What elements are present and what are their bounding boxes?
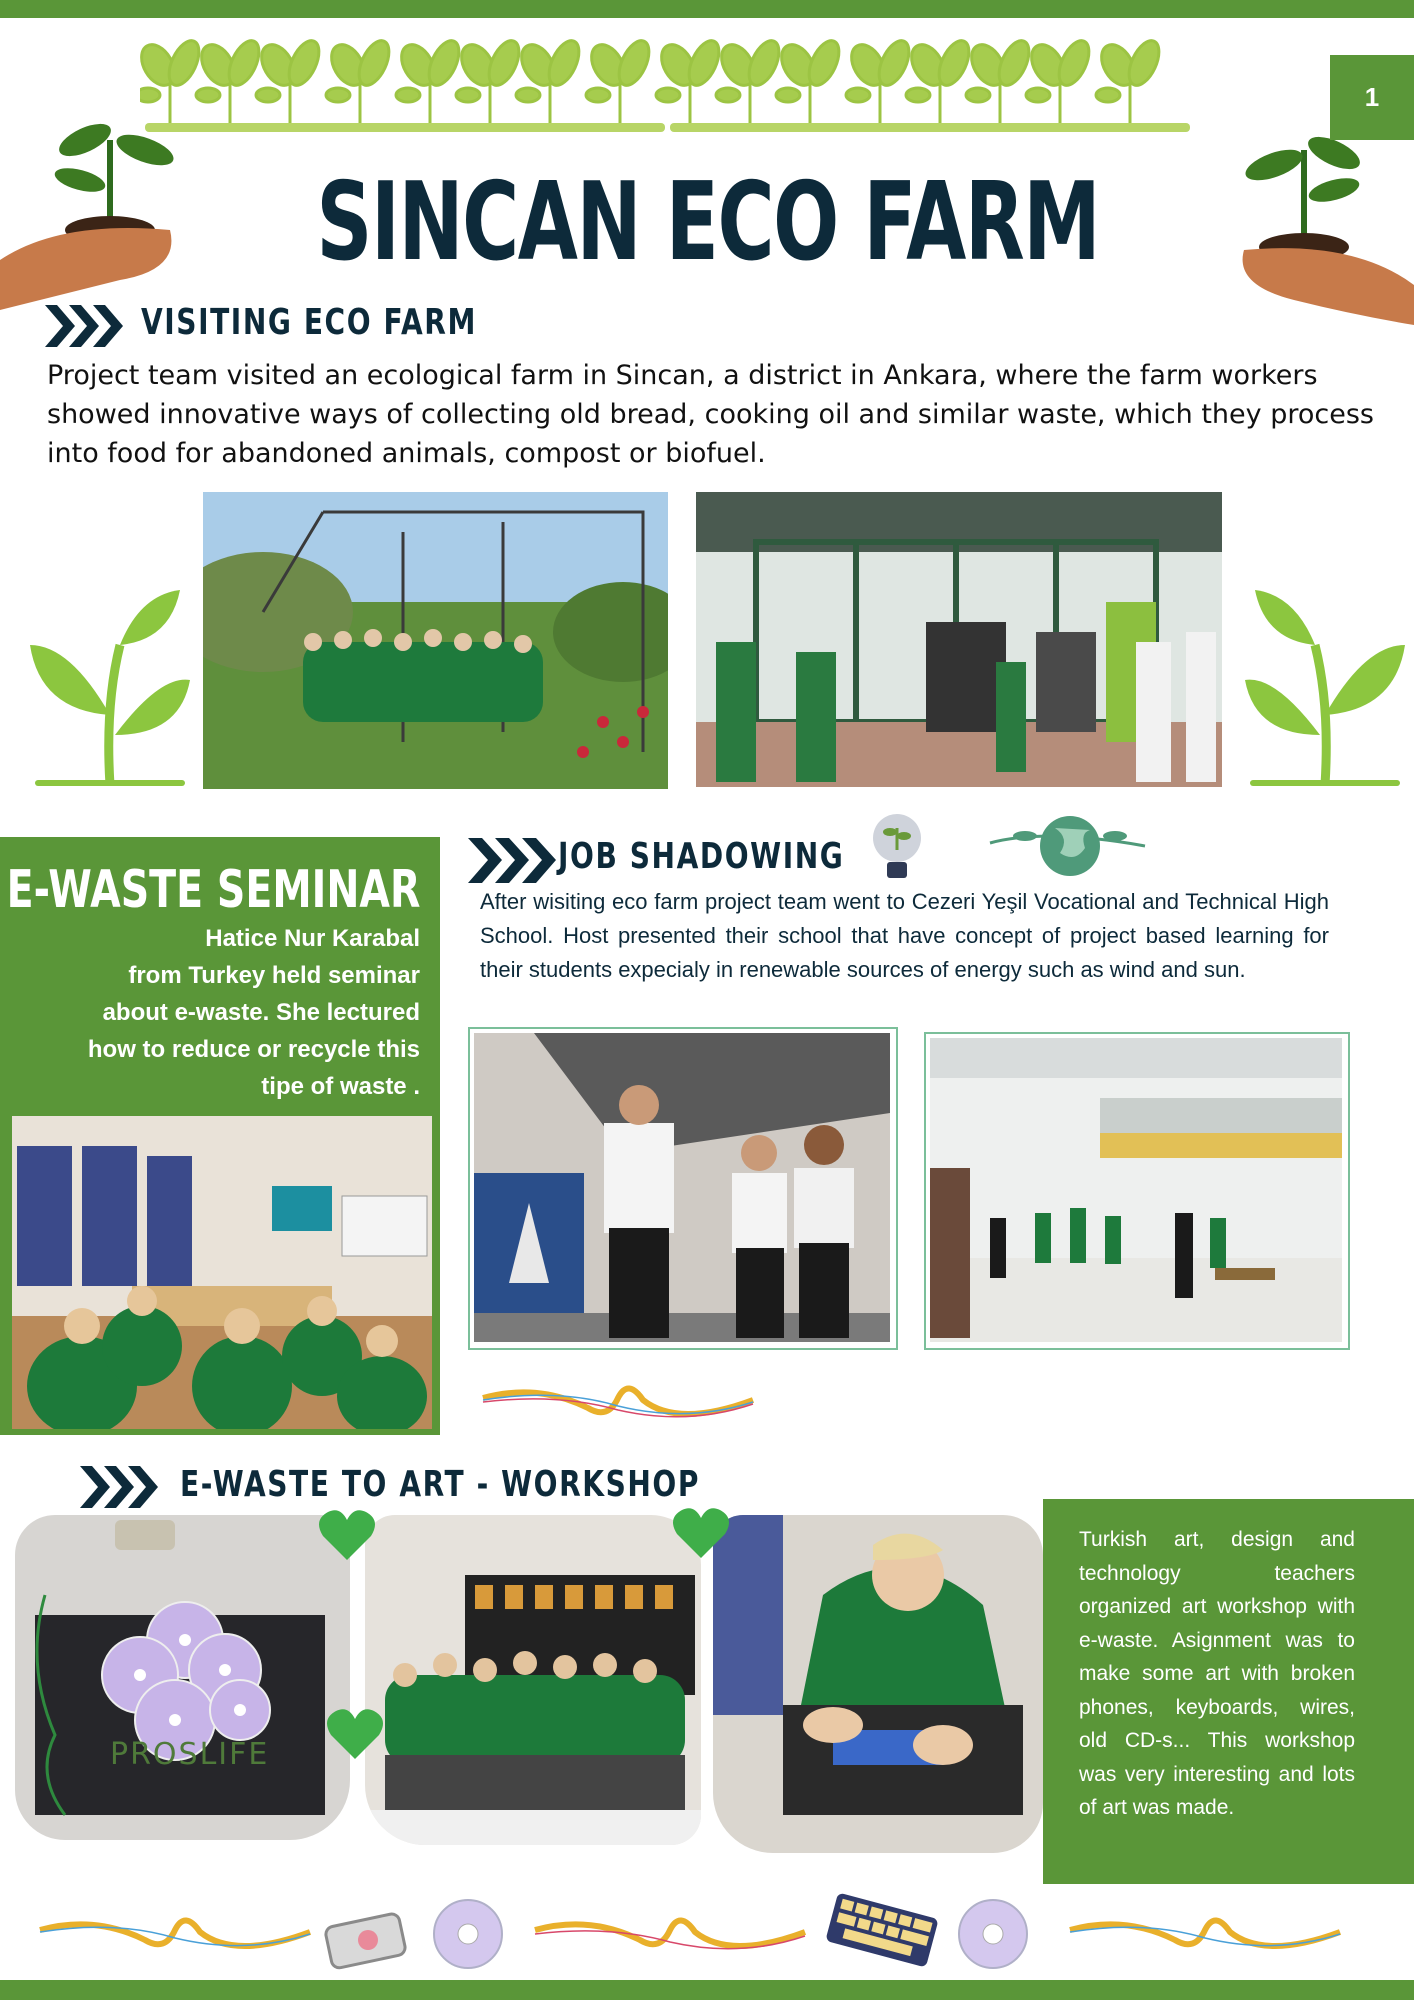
wire-icon bbox=[478, 1378, 758, 1433]
hand-plant-icon bbox=[1234, 125, 1414, 325]
chevrons-icon bbox=[80, 1466, 160, 1508]
chevrons-icon bbox=[45, 305, 125, 347]
seminar-line: Hatice Nur Karabal bbox=[205, 925, 420, 952]
wire-icon bbox=[1065, 1910, 1345, 1965]
sprout-icon bbox=[1245, 585, 1405, 795]
eco-farm-heading: VISITING ECO FARM bbox=[141, 302, 477, 343]
chevrons-icon bbox=[468, 838, 558, 883]
job-shadowing-photo-2 bbox=[924, 1032, 1350, 1350]
seminar-text bbox=[0, 920, 420, 1105]
page-title: SINCAN ECO FARM bbox=[316, 160, 1100, 285]
wire-icon bbox=[35, 1910, 315, 1965]
seminar-line: from Turkey held seminar bbox=[128, 962, 420, 989]
eco-farm-text: Project team visited an ecological farm in Sincan, a district in Ankara, where the farm workers showed innovative ways of collecting old bread, cooking oil and similar waste, which they process into food for abandoned animals, compost or biofuel. bbox=[47, 360, 1374, 469]
heart-icon bbox=[672, 1506, 730, 1560]
workshop-photo-cds bbox=[15, 1515, 350, 1840]
cd-icon bbox=[957, 1898, 1029, 1970]
hand-plant-icon bbox=[0, 110, 180, 310]
page-number: 1 bbox=[1330, 55, 1414, 140]
wire-icon bbox=[530, 1910, 810, 1965]
top-bar bbox=[0, 0, 1414, 18]
sprout-icon bbox=[30, 585, 190, 795]
seminar-line: how to reduce or recycle this bbox=[87, 1036, 420, 1063]
sprout-garland-icon bbox=[140, 35, 1200, 135]
job-shadowing-photo-1 bbox=[468, 1027, 898, 1350]
phone-icon bbox=[323, 1912, 408, 1970]
seminar-line: tipe of waste . bbox=[261, 1073, 420, 1100]
seminar-line: about e-waste. She lectured bbox=[102, 999, 420, 1026]
globe-icon bbox=[985, 808, 1155, 883]
seminar-heading: E-WASTE SEMINAR bbox=[6, 860, 420, 920]
keyboard-icon bbox=[822, 1890, 942, 1970]
heart-icon bbox=[318, 1508, 376, 1562]
lightbulb-icon bbox=[870, 810, 925, 885]
workshop-heading: E-WASTE TO ART - WORKSHOP bbox=[180, 1464, 701, 1505]
heart-icon bbox=[326, 1707, 384, 1761]
workshop-photo-label: PROSLIFE bbox=[110, 1737, 270, 1772]
job-shadowing-heading: JOB SHADOWING bbox=[558, 836, 845, 877]
workshop-gluing-photo bbox=[713, 1515, 1043, 1853]
workshop-group-photo bbox=[365, 1515, 701, 1845]
workshop-text: Turkish art, design and technology teachers organized art workshop with e-waste. Asignment was to make some art with broken phones, keyboards, wires, old CD-s... This workshop was very interesting and lots of art was made. bbox=[1079, 1528, 1355, 1819]
cd-icon bbox=[432, 1898, 504, 1970]
seminar-photo bbox=[12, 1116, 432, 1429]
job-shadowing-text: After wisiting eco farm project team went to Cezeri Yeşil Vocational and Technical High School. Host presented their school that have concept of project based learning for their students expecialy in renewable sources of energy such as wind and sun. bbox=[480, 889, 1329, 982]
bottom-bar bbox=[0, 1980, 1414, 2000]
farm-group-photo bbox=[203, 492, 668, 789]
farm-station-photo bbox=[696, 492, 1222, 787]
